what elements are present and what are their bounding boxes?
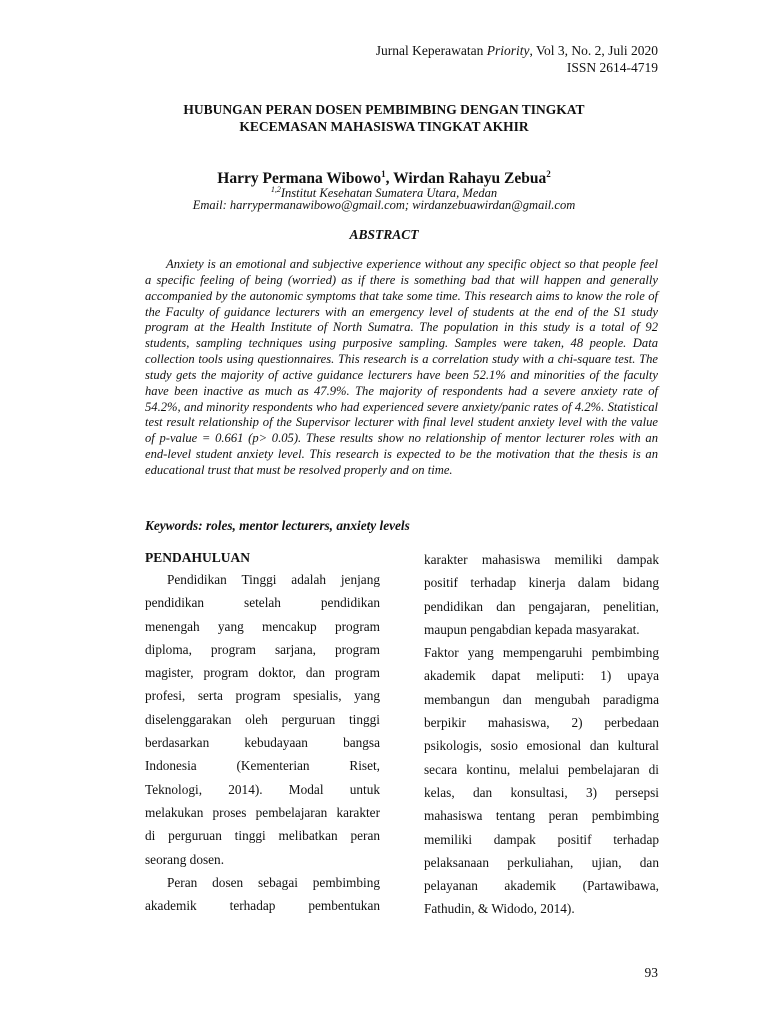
- paragraph-1: Pendidikan Tinggi adalah jenjang pendidikan setelah pendidikan menengah yang mencakup program diploma, program sarjana, program magister, program doktor, dan program profesi, serta program spesialis, yang diselenggarakan oleh perguruan tinggi berdasarkan kebudayaan bangsa Indonesia (Kementerian Riset, Teknologi, 2014). Modal untuk melakukan proses pembelajaran karakter di perguruan tinggi melibatkan peran seorang dosen.: [145, 572, 380, 867]
- author-email: Email: harrypermanawibowo@gmail.com; wirdanzebuawirdan@gmail.com: [192, 198, 576, 212]
- authors: Harry Permana Wibowo$^1$, Wirdan Rahayu Zebua$^2$: [217, 169, 551, 188]
- affiliation: $^{1,2}$Institut Kesehatan Sumatera Utara, Medan: [270, 185, 498, 201]
- abstract-text: Anxiety is an emotional and subjective experience without any specific object so that people feel a specific feeling of being (worried) as if there is something bad that will happen and generally accompanied by the autonomic symptoms that take some time. This research aims to know the role of the Faculty of guidance lecturers with an emergency level of students at the end of the S1 study program at the Health Institute of North Sumatra. The population in this study is a total of 92 students, sampling techniques using purposive sampling. Samples were taken, 48 people. Data collection tools using questionnaires. This research is a correlation study with a chi-square test. The study gets the majority of active guidance lecturers have been 52.1% and minorities of the faculty have been inactive as much as 47.9%. The majority of respondents had a severe anxiety rate of 54.2%, and minority respondents who had experienced severe anxiety/panic rates of 4.2%. Statistical test result relationship of the Supervisor lecturer with final level student anxiety level with the value of p-value = 0.661 (p> 0.05). These results show no relationship of mentor lecturer roles with an end-level student anxiety level. This research is expected to be the motivation that the thesis is an educational trust that must be resolved properly and on time.: [145, 257, 658, 477]
- journal-citation: Jurnal Keperawatan Priority, Vol 3, No. 2, Juli 2020: [375, 43, 658, 58]
- paragraph-continued: karakter mahasiswa memiliki dampak positif terhadap kinerja dalam bidang pendidikan dan pengajaran, penelitian, maupun pengabdian kepada masyarakat. Faktor yang mempengaruhi pembimbing akademik dapat meliputi: 1) upaya membangun dan mengubah paradigma berpikir mahasiswa, 2) perbedaan psikologis, sosio emosional dan kultural secara kontinu, melalui pembelajaran di kelas, dan konsultasi, 3) persepsi mahasiswa tentang peran pembimbing memiliki dampak positif terhadap pelaksanaan perkuliahan, ujian, dan pelayanan akademik (Partawibawa, Fathudin, & Widodo, 2014).: [424, 552, 659, 917]
- paragraph-2: Peran dosen sebagai pembimbing akademik terhadap pembentukan: [145, 874, 380, 914]
- issn: ISSN 2614-4719: [566, 60, 658, 75]
- title-line-1: HUBUNGAN PERAN DOSEN PEMBIMBING DENGAN TINGKAT: [183, 102, 585, 117]
- author-1: Harry Permana Wibowo: [217, 170, 382, 188]
- left-column: [145, 548, 380, 917]
- keywords: Keywords: roles, mentor lecturers, anxiety levels: [145, 518, 410, 533]
- right-column: [424, 548, 659, 921]
- running-header: [376, 42, 658, 76]
- page-number: 93: [644, 965, 658, 980]
- title-line-2: KECEMASAN MAHASISWA TINGKAT AKHIR: [239, 119, 529, 134]
- section-heading: PENDAHULUAN: [145, 550, 251, 565]
- author-2: Wirdan Rahayu Zebua: [393, 170, 547, 188]
- paper-title: [110, 101, 658, 135]
- abstract-heading: ABSTRACT: [349, 227, 419, 242]
- journal-name: Priority: [486, 43, 530, 58]
